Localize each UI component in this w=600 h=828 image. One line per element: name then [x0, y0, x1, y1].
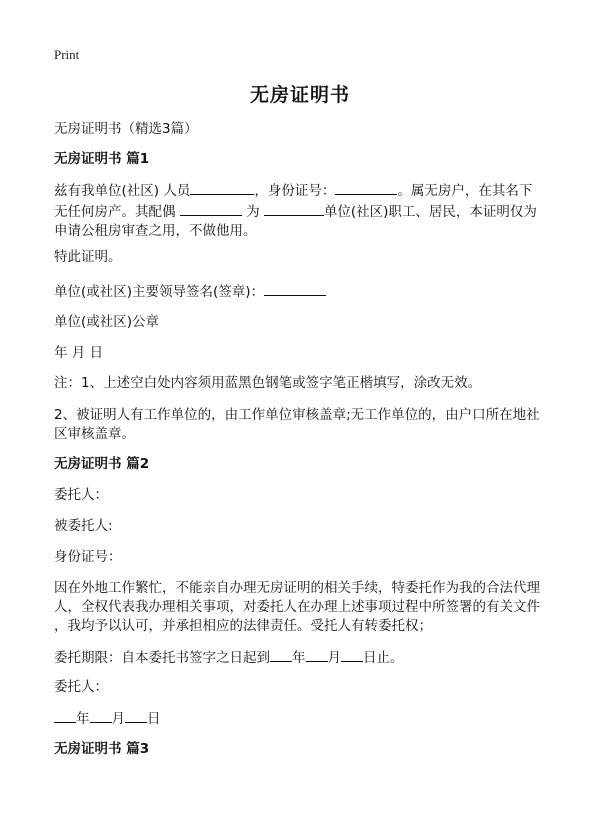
- section3-heading: 无房证明书 篇3: [54, 741, 150, 757]
- para1-text-b: ，身份证号：: [254, 183, 336, 199]
- term-label: 委托期限：自本委托书签字之日起到: [54, 650, 270, 666]
- signature-label: 单位(或社区)主要领导签名(签章)：: [54, 284, 265, 300]
- name-blank: [190, 180, 254, 195]
- term-year-blank: [270, 647, 292, 662]
- note-1: 注：1、上述空白处内容须用蓝黑色钢笔或签字笔正楷填写，涂改无效。: [54, 375, 482, 391]
- principal-field: 委托人：: [54, 487, 108, 503]
- id-number-blank: [335, 180, 397, 195]
- para1-line2-b: 为: [246, 204, 260, 220]
- unit-blank: [264, 201, 324, 216]
- unit-seal: 单位(或社区)公章: [54, 314, 160, 330]
- section1-paragraph: [54, 180, 548, 241]
- term-year: 年: [292, 650, 306, 666]
- date-day-blank: [125, 708, 147, 723]
- body-line2: 人，全权代表我办理相关事项，对委托人在办理上述事项过程中所签署的有关文件: [54, 599, 540, 615]
- note2-line1: 2、被证明人有工作单位的，由工作单位审核盖章;无工作单位的，由户口所在地社: [54, 407, 540, 423]
- body-line3: ，我均予以认可，并承担相应的法律责任。受托人有转委托权；: [54, 618, 432, 634]
- note-2: [54, 406, 548, 444]
- date-month: 月: [111, 711, 125, 727]
- section2-heading: 无房证明书 篇2: [54, 456, 150, 472]
- section1-heading: 无房证明书 篇1: [54, 151, 150, 167]
- principal-signature-field: 委托人：: [54, 679, 108, 695]
- term-day-blank: [341, 647, 363, 662]
- term-month: 月: [327, 650, 341, 666]
- special-proof: 特此证明。: [54, 249, 122, 265]
- para1-text-c: 。属无房户，在其名下: [397, 183, 533, 199]
- section2-date: [54, 708, 548, 729]
- para1-line2-c: 单位(社区)职工、居民，本证明仅为: [323, 204, 537, 220]
- signature-blank: [264, 281, 326, 296]
- document-title: 无房证明书: [249, 84, 350, 106]
- section2-paragraph: [54, 579, 548, 636]
- print-label[interactable]: Print: [54, 47, 80, 62]
- spouse-blank: [180, 201, 242, 216]
- para1-line2-a: 无任何房产。其配偶: [54, 204, 176, 220]
- term-month-blank: [306, 647, 328, 662]
- para1-line3: 申请公租房审查之用，不做他用。: [54, 223, 257, 239]
- section1-date: 年 月 日: [54, 345, 104, 361]
- body-line1: 因在外地工作繁忙，不能亲自办理无房证明的相关手续，特委托作为我的合法代理: [54, 580, 540, 596]
- date-month-blank: [90, 708, 112, 723]
- term-line: [54, 647, 548, 668]
- date-year-blank: [54, 708, 76, 723]
- date-year: 年: [76, 711, 90, 727]
- date-day: 日: [147, 711, 161, 727]
- term-day: 日止。: [363, 650, 404, 666]
- signature-line: [54, 281, 548, 302]
- note2-line2: 区审核盖章。: [54, 426, 135, 442]
- document-subtitle: 无房证明书（精选3篇）: [54, 121, 198, 137]
- para1-text-a: 兹有我单位(社区) 人员: [54, 183, 191, 199]
- id-number-field: 身份证号：: [54, 549, 122, 565]
- agent-field: 被委托人:: [54, 518, 113, 534]
